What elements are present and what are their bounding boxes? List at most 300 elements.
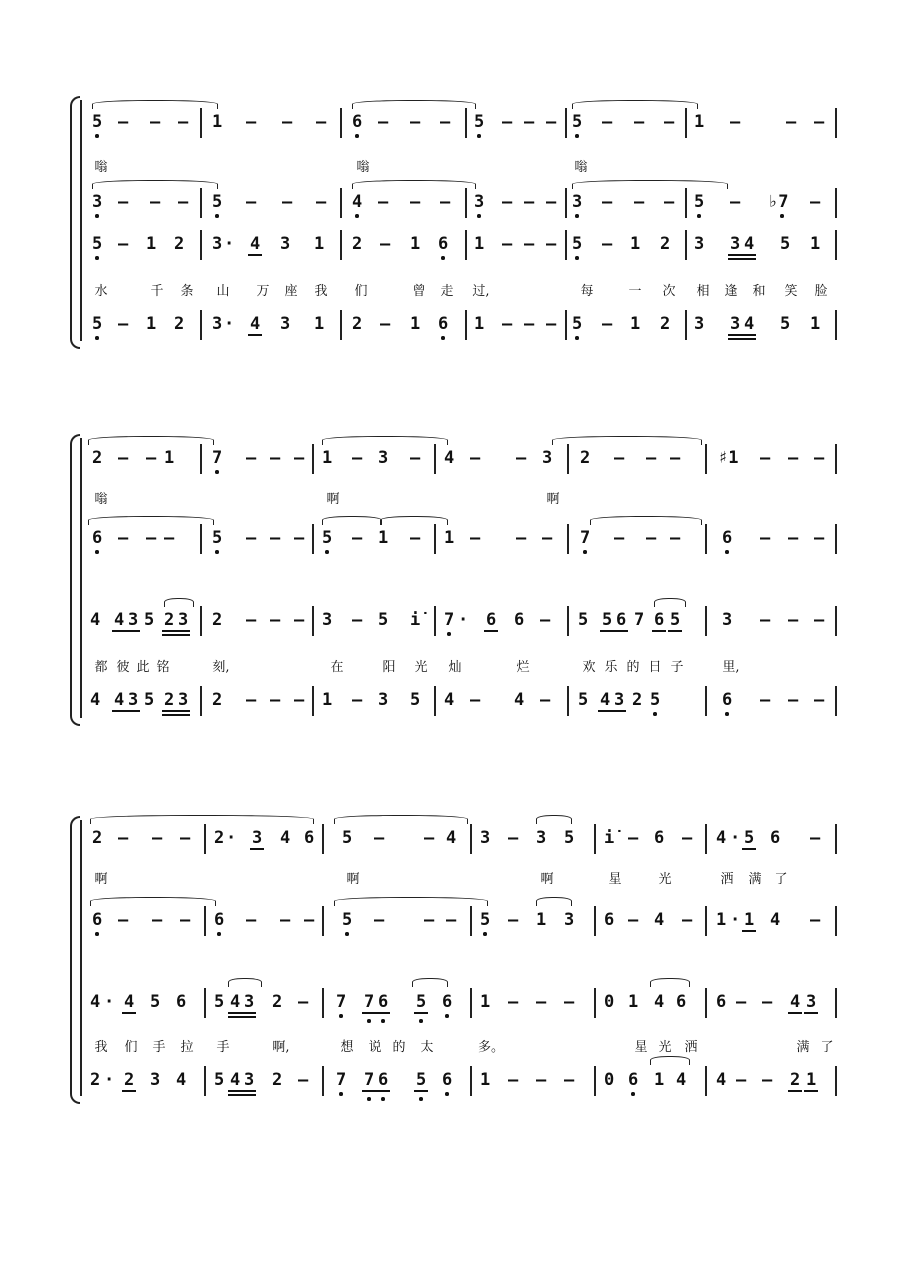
dash: – (736, 1070, 747, 1090)
lyric-char: 和 (752, 284, 766, 299)
note: 4 (654, 910, 665, 930)
dash: – (524, 192, 535, 212)
barline (594, 988, 596, 1018)
lyric-char: 嗡 (574, 160, 588, 175)
lyric-char: 太 (420, 1040, 434, 1055)
note: 3 (212, 234, 223, 254)
note: 4 (716, 828, 727, 848)
lyric-char: 星 (634, 1040, 648, 1055)
lyric-char: 万 (256, 284, 270, 299)
dash: – (614, 448, 625, 468)
note: 5 (212, 192, 223, 212)
underline (176, 710, 190, 712)
slur (650, 978, 690, 987)
note: 4 (790, 992, 801, 1012)
system-start-line (80, 100, 82, 341)
dash: – (542, 528, 553, 548)
lyric-char: 啊 (94, 872, 108, 887)
note: 4 (90, 610, 101, 630)
note: 3 (252, 828, 263, 848)
barline (705, 606, 707, 636)
lyric-char: 笑 (784, 284, 798, 299)
barline (567, 524, 569, 554)
dash: – (440, 112, 451, 132)
dash: – (352, 448, 363, 468)
lyric-char: 次 (662, 284, 676, 299)
note: 3 (730, 314, 741, 334)
dash: – (628, 910, 639, 930)
lyric-char: 里, (722, 660, 740, 675)
dash: – (508, 910, 519, 930)
note: 6 (722, 690, 733, 710)
dash: – (298, 992, 309, 1012)
lyric-char: 想 (340, 1040, 354, 1055)
underline (228, 1090, 242, 1092)
system-brace (70, 816, 80, 1104)
dash: – (536, 992, 547, 1012)
underline (742, 848, 756, 850)
note: 5 (602, 610, 613, 630)
note: 6 (378, 1070, 389, 1090)
dash: – (634, 192, 645, 212)
note: 6 (176, 992, 187, 1012)
underline (112, 710, 126, 712)
dash: – (634, 112, 645, 132)
lyric-char: 曾 (412, 284, 426, 299)
lyric-char: 啊 (326, 492, 340, 507)
lyric-char: 脸 (814, 284, 828, 299)
dash: – (628, 828, 639, 848)
note: 1 (322, 448, 333, 468)
note: 5 (578, 610, 589, 630)
note: 4 (446, 828, 457, 848)
note: 2 (214, 828, 225, 848)
octave-dot-below (355, 214, 359, 218)
octave-dot-below (95, 214, 99, 218)
dash: – (270, 528, 281, 548)
slur (88, 516, 214, 525)
dash: – (788, 690, 799, 710)
note: 1 (744, 910, 755, 930)
note: 3 (564, 910, 575, 930)
underline (176, 634, 190, 636)
note: 5 (92, 234, 103, 254)
dash: – (294, 610, 305, 630)
dash: – (246, 528, 257, 548)
barline (434, 686, 436, 716)
octave-dot-below (381, 1097, 385, 1101)
dash: – (810, 910, 821, 930)
note: 6 (514, 610, 525, 630)
lyric-char: 此 (136, 660, 150, 675)
octave-dot-below (339, 1092, 343, 1096)
note: 3 (280, 234, 291, 254)
dash: – (180, 910, 191, 930)
barline (685, 230, 687, 260)
slur (536, 815, 572, 824)
underline (228, 1012, 242, 1014)
underline (728, 258, 742, 260)
note: 5 (694, 192, 705, 212)
barline (470, 824, 472, 854)
dash: – (118, 448, 129, 468)
octave-dot-below (381, 1019, 385, 1023)
octave-dot-below (483, 932, 487, 936)
lyric-char: 光 (658, 1040, 672, 1055)
note: 6 (628, 1070, 639, 1090)
note: 1 (716, 910, 727, 930)
octave-dot-below (95, 256, 99, 260)
note: 4 (514, 690, 525, 710)
underline (728, 338, 742, 340)
slur (552, 436, 702, 445)
slur (380, 516, 448, 525)
note: · (224, 314, 235, 334)
underline (728, 334, 742, 336)
note: 2 (272, 992, 283, 1012)
slur (90, 897, 216, 906)
underline (804, 1012, 818, 1014)
underline (414, 1090, 428, 1092)
lyric-char: 在 (330, 660, 344, 675)
dash: – (246, 610, 257, 630)
barline (465, 188, 467, 218)
dash: – (180, 828, 191, 848)
underline (248, 254, 262, 256)
barline (434, 444, 436, 474)
dash: – (564, 1070, 575, 1090)
note: 1 (410, 314, 421, 334)
underline (112, 630, 126, 632)
note: 6 (92, 910, 103, 930)
note: 0 (604, 992, 615, 1012)
barline (200, 108, 202, 138)
octave-dot-below (575, 336, 579, 340)
lyric-char: 们 (124, 1040, 138, 1055)
dash: – (502, 234, 513, 254)
note: 5 (214, 1070, 225, 1090)
barline (685, 108, 687, 138)
barline (312, 606, 314, 636)
note: 4 (444, 690, 455, 710)
note: 2 (660, 234, 671, 254)
lyric-char: 星 (608, 872, 622, 887)
note: 5 (342, 910, 353, 930)
underline (614, 630, 628, 632)
lyric-char: 说 (368, 1040, 382, 1055)
dash: – (814, 690, 825, 710)
note: 4 (90, 992, 101, 1012)
underline (652, 630, 666, 632)
barline (685, 188, 687, 218)
underline (162, 630, 176, 632)
note: 2 (212, 610, 223, 630)
dash: – (424, 910, 435, 930)
lyric-char: 的 (626, 660, 640, 675)
note: 3 (694, 314, 705, 334)
lyric-char: 多。 (477, 1040, 505, 1055)
note: i̇ (604, 828, 615, 848)
note: 1 (810, 234, 821, 254)
octave-dot-below (583, 550, 587, 554)
note: 4 (250, 234, 261, 254)
note: 7 (634, 610, 645, 630)
dash: – (118, 528, 129, 548)
dash: – (788, 528, 799, 548)
dash: – (270, 610, 281, 630)
system-brace (70, 96, 80, 349)
underline (742, 334, 756, 336)
underline (126, 630, 140, 632)
dash: – (118, 910, 129, 930)
octave-dot-below (215, 550, 219, 554)
dash: – (378, 192, 389, 212)
barline (200, 310, 202, 340)
dash: – (814, 112, 825, 132)
lyric-char: 了 (820, 1040, 834, 1055)
slur (352, 100, 476, 109)
barline (835, 188, 837, 218)
slur (572, 180, 728, 189)
lyric-char: 相 (696, 284, 710, 299)
note: 4 (716, 1070, 727, 1090)
lyric-char: 每 (580, 284, 594, 299)
octave-dot-below (345, 932, 349, 936)
barline (465, 108, 467, 138)
octave-dot-below (477, 214, 481, 218)
barline (340, 188, 342, 218)
dash: – (352, 690, 363, 710)
note: 2 (174, 234, 185, 254)
underline (376, 1012, 390, 1014)
dash: – (380, 314, 391, 334)
note: 5 (342, 828, 353, 848)
note: 3 (178, 610, 189, 630)
note: 1 (474, 234, 485, 254)
note: 3 (722, 610, 733, 630)
lyric-char: 铭 (156, 660, 170, 675)
octave-dot-below (725, 550, 729, 554)
dash: – (118, 828, 129, 848)
note: 1 (410, 234, 421, 254)
note: 5 (474, 112, 485, 132)
lyric-char: 满 (748, 872, 762, 887)
lyric-char: 嗡 (94, 160, 108, 175)
note: 4 (230, 992, 241, 1012)
note: 2 (92, 448, 103, 468)
dash: – (178, 192, 189, 212)
underline (788, 1012, 802, 1014)
dash: – (146, 448, 157, 468)
octave-dot-below (419, 1019, 423, 1023)
note: 3 (150, 1070, 161, 1090)
underline (414, 1012, 428, 1014)
lyric-char: 灿 (448, 660, 462, 675)
note: 3 (280, 314, 291, 334)
underline (742, 930, 756, 932)
dash: – (294, 448, 305, 468)
dash: – (280, 910, 291, 930)
note: 3 (378, 690, 389, 710)
note: 6 (304, 828, 315, 848)
octave-dot-below (631, 1092, 635, 1096)
barline (465, 230, 467, 260)
dash: – (502, 314, 513, 334)
dash: – (378, 112, 389, 132)
underline (742, 338, 756, 340)
octave-dot-below (697, 214, 701, 218)
underline (242, 1094, 256, 1096)
barline (340, 230, 342, 260)
dash: – (788, 448, 799, 468)
note: 4 (230, 1070, 241, 1090)
note: 2 (580, 448, 591, 468)
note: 6 (486, 610, 497, 630)
note: 7 (364, 1070, 375, 1090)
note: 4 (744, 314, 755, 334)
note: 5 (780, 314, 791, 334)
note: 6 (676, 992, 687, 1012)
barline (434, 524, 436, 554)
note: 5 (144, 610, 155, 630)
note: ♯1 (718, 448, 739, 468)
note: 6 (604, 910, 615, 930)
note: 2 (174, 314, 185, 334)
barline (594, 824, 596, 854)
barline (594, 906, 596, 936)
underline (162, 710, 176, 712)
dash: – (646, 528, 657, 548)
barline (470, 906, 472, 936)
note: · (730, 910, 741, 930)
underline (126, 710, 140, 712)
note: 1 (322, 690, 333, 710)
dash: – (410, 192, 421, 212)
dash: – (524, 234, 535, 254)
underline (484, 630, 498, 632)
lyric-char: 逢 (724, 284, 738, 299)
dash: – (152, 910, 163, 930)
note: 2 (90, 1070, 101, 1090)
note: 7 (212, 448, 223, 468)
octave-dot-below (575, 134, 579, 138)
barline (705, 824, 707, 854)
note: 5 (150, 992, 161, 1012)
note: 1 (628, 992, 639, 1012)
note: 2 (790, 1070, 801, 1090)
octave-dot-below (215, 470, 219, 474)
dash: – (810, 828, 821, 848)
octave-dot-below (441, 256, 445, 260)
barline (705, 524, 707, 554)
barline (470, 1066, 472, 1096)
note: · (730, 828, 741, 848)
lyric-char: 条 (180, 284, 194, 299)
barline (322, 1066, 324, 1096)
barline (322, 988, 324, 1018)
dash: – (536, 1070, 547, 1090)
note: 6 (722, 528, 733, 548)
dash: – (294, 690, 305, 710)
octave-dot-below (653, 712, 657, 716)
slur (412, 978, 448, 987)
underline (728, 254, 742, 256)
system-start-line (80, 820, 82, 1096)
dash: – (440, 192, 451, 212)
note: 5 (572, 234, 583, 254)
note: 3 (128, 610, 139, 630)
barline (340, 108, 342, 138)
barline (565, 310, 567, 340)
note: 1 (146, 234, 157, 254)
barline (567, 606, 569, 636)
barline (200, 444, 202, 474)
dash: – (374, 828, 385, 848)
underline (122, 1012, 136, 1014)
dash: – (246, 690, 257, 710)
note: 6 (442, 1070, 453, 1090)
underline (242, 1090, 256, 1092)
dash: – (502, 112, 513, 132)
barline (204, 988, 206, 1018)
note: 5 (92, 314, 103, 334)
note: i̇ (410, 610, 421, 630)
note: 3 (730, 234, 741, 254)
dash: – (246, 112, 257, 132)
lyric-char: 拉 (180, 1040, 194, 1055)
slur (334, 815, 468, 824)
note: 6 (770, 828, 781, 848)
note: 1 (146, 314, 157, 334)
barline (567, 444, 569, 474)
note: ♭7 (768, 192, 789, 212)
note: 3 (614, 690, 625, 710)
dash: – (150, 192, 161, 212)
slur (90, 815, 314, 824)
slur (92, 180, 218, 189)
dash: – (546, 192, 557, 212)
dash: – (150, 112, 161, 132)
dash: – (294, 528, 305, 548)
note: 6 (654, 610, 665, 630)
note: 4 (90, 690, 101, 710)
dash: – (410, 448, 421, 468)
lyric-char: 都 (94, 660, 108, 675)
dash: – (682, 910, 693, 930)
note: 6 (214, 910, 225, 930)
barline (705, 1066, 707, 1096)
dash: – (760, 610, 771, 630)
lyric-char: 啊 (346, 872, 360, 887)
note: 4 (114, 690, 125, 710)
dash: – (736, 992, 747, 1012)
slur (352, 180, 476, 189)
lyric-char: 洒 (720, 872, 734, 887)
dash: – (298, 1070, 309, 1090)
dash: – (164, 528, 175, 548)
barline (835, 988, 837, 1018)
note: 5 (780, 234, 791, 254)
note: · (226, 828, 237, 848)
dash: – (304, 910, 315, 930)
barline (835, 686, 837, 716)
lyric-char: 一 (628, 284, 642, 299)
note: 1 (444, 528, 455, 548)
lyric-char: 我 (94, 1040, 108, 1055)
note: 5 (564, 828, 575, 848)
note: 7 (336, 1070, 347, 1090)
note: 7 (580, 528, 591, 548)
